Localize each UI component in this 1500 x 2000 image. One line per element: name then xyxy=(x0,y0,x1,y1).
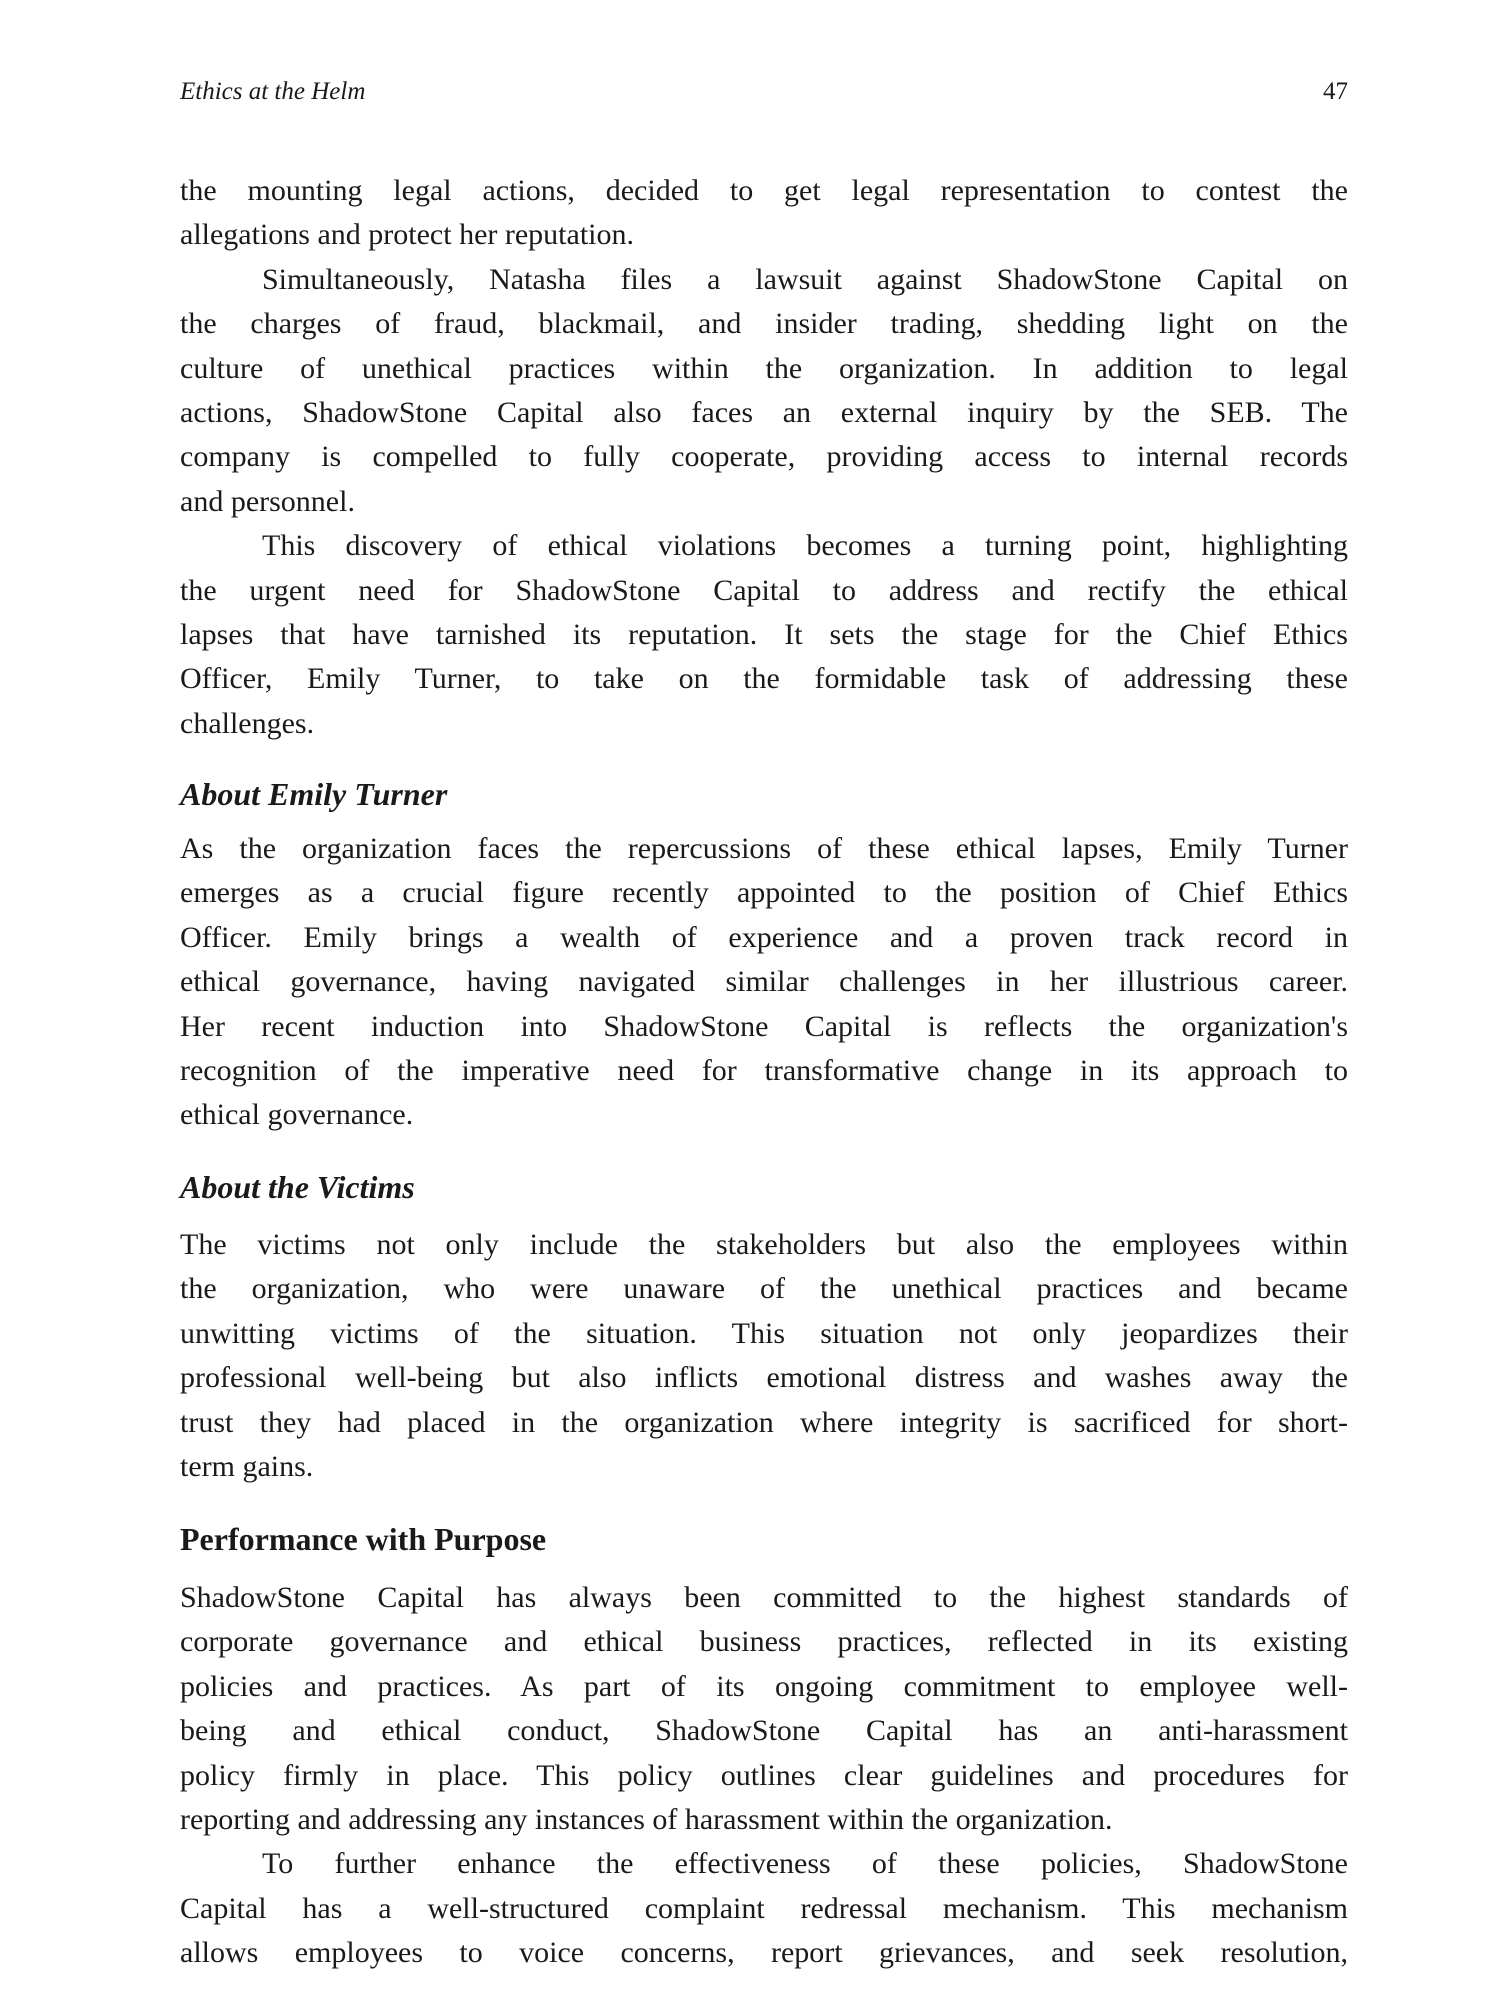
text-line: policies and practices. As part of its ongoing commitment to employee well- xyxy=(180,1669,1348,1703)
text-line: unwitting victims of the situation. This situation not only jeopardizes their xyxy=(180,1316,1348,1350)
paragraph xyxy=(180,169,1348,258)
text-line: and personnel. xyxy=(180,484,355,518)
text-line: trust they had placed in the organization where integrity is sacrificed for short- xyxy=(180,1405,1348,1439)
text-line: To further enhance the effectiveness of these policies, ShadowStone xyxy=(262,1847,1348,1881)
text-line: allegations and protect her reputation. xyxy=(180,218,634,252)
text-line: professional well-being but also inflicts emotional distress and washes away the xyxy=(180,1361,1348,1395)
text-line: corporate governance and ethical business practices, reflected in its existing xyxy=(180,1625,1348,1659)
text-line: Officer, Emily Turner, to take on the formidable task of addressing these xyxy=(180,662,1348,696)
text-line: The victims not only include the stakeholders but also the employees within xyxy=(180,1228,1348,1261)
text-line: culture of unethical practices within the organization. In addition to legal xyxy=(180,351,1348,385)
text-line: recognition of the imperative need for transformative change in its approach to xyxy=(180,1053,1348,1087)
paragraph xyxy=(180,258,1348,524)
paragraph xyxy=(180,1842,1348,1975)
heading-about-emily-turner: About Emily Turner xyxy=(180,776,448,812)
paragraph xyxy=(180,524,1348,746)
text-line: This discovery of ethical violations becomes a turning point, highlighting xyxy=(262,529,1348,563)
page-number: 47 xyxy=(1323,78,1348,105)
text-line: the urgent need for ShadowStone Capital to address and rectify the ethical xyxy=(180,573,1348,607)
text-line: being and ethical conduct, ShadowStone Capital has an anti-harassment xyxy=(180,1714,1348,1748)
paragraph xyxy=(180,1576,1348,1842)
text-line: Her recent induction into ShadowStone Capital is reflects the organization's xyxy=(180,1009,1348,1043)
body-section-emily-turner xyxy=(180,827,1348,1138)
text-line: the charges of fraud, blackmail, and insider trading, shedding light on the xyxy=(180,307,1348,341)
text-line: actions, ShadowStone Capital also faces an external inquiry by the SEB. The xyxy=(180,395,1348,429)
text-line: Simultaneously, Natasha files a lawsuit against ShadowStone Capital on xyxy=(262,262,1348,296)
heading-about-the-victims: About the Victims xyxy=(180,1169,415,1205)
text-line: the mounting legal actions, decided to get legal representation to contest the xyxy=(180,174,1348,207)
text-line: reporting and addressing any instances of harassment within the organization. xyxy=(180,1802,1113,1836)
body-section-intro xyxy=(180,169,1348,746)
text-line: challenges. xyxy=(180,706,315,740)
body-section-performance xyxy=(180,1576,1348,1976)
text-line: policy firmly in place. This policy outlines clear guidelines and procedures for xyxy=(180,1758,1348,1792)
paragraph xyxy=(180,827,1348,1138)
text-line: Capital has a well-structured complaint redressal mechanism. This mechanism xyxy=(180,1891,1348,1925)
text-line: the organization, who were unaware of the unethical practices and became xyxy=(180,1272,1348,1306)
heading-performance-with-purpose: Performance with Purpose xyxy=(180,1521,547,1557)
text-line: term gains. xyxy=(180,1449,314,1483)
text-line: ethical governance, having navigated similar challenges in her illustrious career. xyxy=(180,965,1348,999)
text-line: As the organization faces the repercussions of these ethical lapses, Emily Turner xyxy=(180,832,1348,865)
text-line: allows employees to voice concerns, report grievances, and seek resolution, xyxy=(180,1936,1348,1970)
paragraph xyxy=(180,1223,1348,1489)
text-line: ShadowStone Capital has always been committed to the highest standards of xyxy=(180,1581,1348,1614)
text-line: Officer. Emily brings a wealth of experience and a proven track record in xyxy=(180,920,1348,954)
text-line: emerges as a crucial figure recently appointed to the position of Chief Ethics xyxy=(180,876,1348,910)
body-section-victims xyxy=(180,1223,1348,1489)
text-line: ethical governance. xyxy=(180,1098,414,1132)
text-line: lapses that have tarnished its reputation. It sets the stage for the Chief Ethics xyxy=(180,617,1348,651)
running-header-title: Ethics at the Helm xyxy=(180,78,366,105)
text-line: company is compelled to fully cooperate, providing access to internal records xyxy=(180,440,1348,474)
